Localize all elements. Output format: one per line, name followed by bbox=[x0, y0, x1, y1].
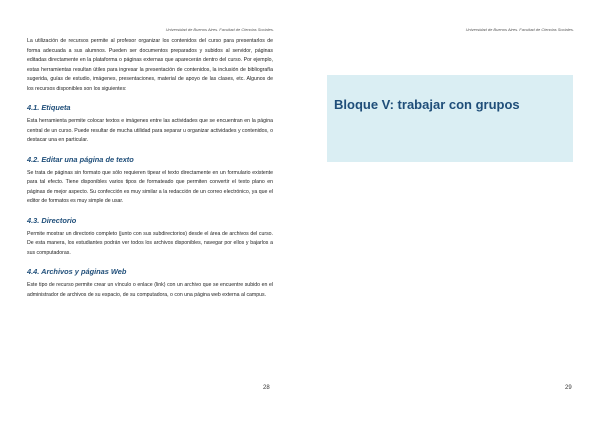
section-text-directorio: Permite mostrar un directorio completo (junto con sus subdirectorios) desde el área de archivos del curso. De esta manera, los estudiantes podrán ver todos los archivos disponibles, navegar por ellos y bajarlos a sus computadoras. bbox=[27, 230, 273, 256]
running-header: Universidad de Buenos Aires. Facultad de Ciencias Sociales. bbox=[165, 27, 274, 32]
block-title: Bloque V: trabajar con grupos bbox=[334, 97, 520, 112]
page-content bbox=[27, 37, 273, 300]
section-text-archivos: Este tipo de recurso permite crear un vínculo o enlace (link) con un archivo que se encuentre subido en el administrador de archivos de su espacio, de su computadora, o con una página web externa al campus. bbox=[27, 282, 273, 298]
intro-paragraph: La utilización de recursos permite al profesor organizar los contenidos del curso para presentarlos de forma adecuada a sus alumnos. Pueden ser documentos preparados y subidos al servidor, páginas editadas directamente en la plataforma o páginas externas que aparecerán dentro del curso. Por ejemplo, estas herramientas resultan útiles para ingresar la presentación de contenidos, la inclusión de bibliografía sugerida, guías de estudio, imágenes, presentaciones, material de apoyo de las clases, etc. Algunos de los recursos disponibles son los siguientes: bbox=[27, 38, 273, 92]
section-title-directorio: 4.3. Directorio bbox=[27, 215, 77, 225]
page-number: 28 bbox=[263, 385, 270, 391]
section-title-archivos: 4.4. Archivos y páginas Web bbox=[27, 267, 127, 276]
section-text-pagina-texto: Se trata de páginas sin formato que sólo requieren tipear el texto directamente en un formulario existente para tal efecto. Tiene disponibles varios tipos de formateado que permiten convertir el texto plano en páginas de mejor aspecto. Su confección es muy similar a la redacción de un correo electrónico, ya que el editor de formatos es muy simple de usar. bbox=[27, 169, 273, 204]
section-title-pagina-texto: 4.2. Editar una página de texto bbox=[27, 154, 134, 164]
section-text-etiqueta: Esta herramienta permite colocar textos e imágenes entre las actividades que se encuentran en la página central de un curso. Puede resultar de mucha utilidad para separar u organizar actividades y contenidos, o destacar una en particular. bbox=[27, 118, 273, 143]
section-title-etiqueta: 4.1. Etiqueta bbox=[27, 103, 71, 112]
block-title-box bbox=[327, 75, 573, 162]
right-page bbox=[300, 0, 600, 424]
page-number: 29 bbox=[565, 385, 572, 391]
running-header: Universidad de Buenos Aires. Facultad de Ciencias Sociales. bbox=[465, 27, 574, 32]
